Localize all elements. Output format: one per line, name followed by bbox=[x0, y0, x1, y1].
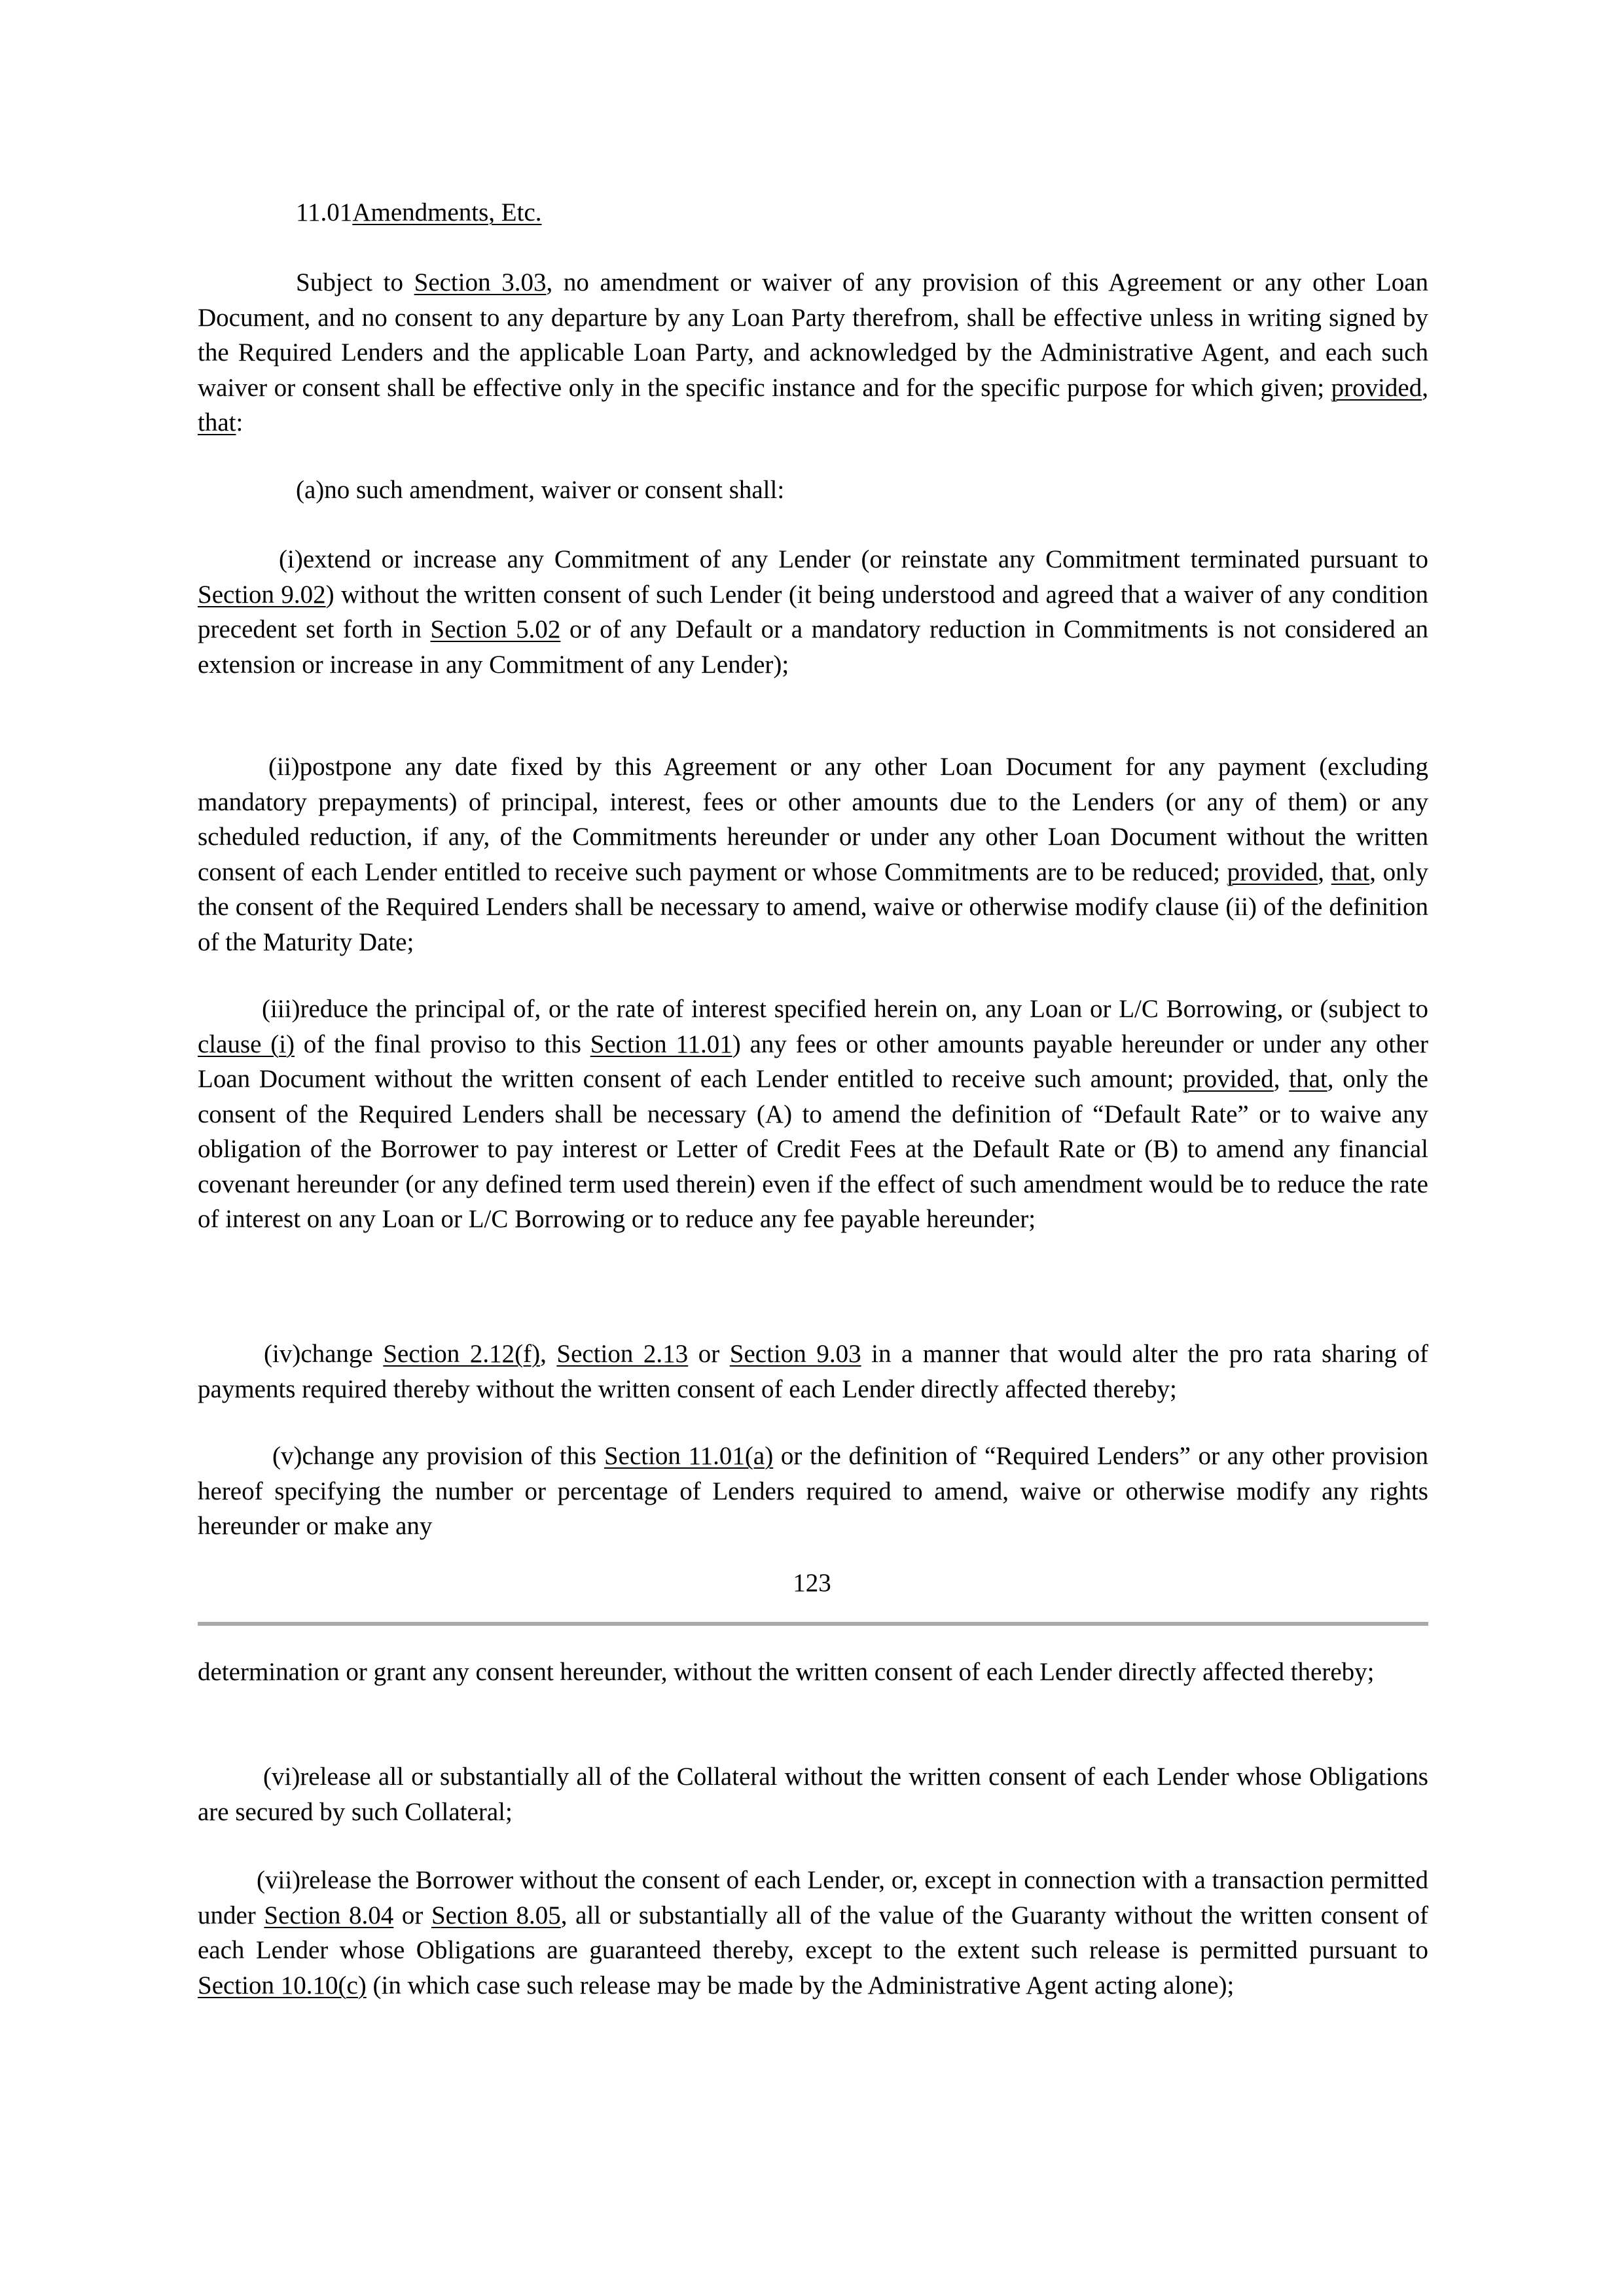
that-term: that bbox=[198, 408, 236, 437]
item-iv: (iv)change Section 2.12(f), Section 2.13 or Section 9.03 in a manner that would alter the pro rata sharing of payments required thereby without the written consent of each Lender directly affected thereby; bbox=[198, 1340, 1428, 1403]
item-iii: (iii)reduce the principal of, or the rate of interest specified herein on, any Loan or L/C Borrowing, or (subject to clause (i) of the final proviso to this Section 11.01) any fees or other amounts payable hereunder or under any other Loan Document without the written consent of each Lender entitled to receive such amount; provided, that, only the consent of the Required Lenders shall be necessary (A) to amend the definition of “Default Rate” or to waive any obligation of the Borrower to pay interest or Letter of Credit Fees at the Default Rate or (B) to amend any financial covenant hereunder (or any defined term used therein) even if the effect of such amendment would be to reduce the rate of interest on any Loan or L/C Borrowing or to reduce any fee payable hereunder; bbox=[198, 995, 1428, 1233]
item-v-label: (v) bbox=[272, 1442, 302, 1470]
provided-term: provided bbox=[1331, 373, 1422, 402]
item-ii: (ii)postpone any date fixed by this Agreement or any other Loan Document for any payment (excluding mandatory prepayments) of principal, interest, fees or other amounts due to the Lenders (or any of them) or any scheduled reduction, if any, of the Commitments hereunder or under any other Loan Document without the written consent of each Lender entitled to receive such payment or whose Commitments are to be reduced; provided, that, only the consent of the Required Lenders shall be necessary to amend, waive or otherwise modify clause (ii) of the definition of the Maturity Date; bbox=[198, 753, 1429, 956]
section-ref-2-12f[interactable]: Section 2.12(f) bbox=[383, 1340, 541, 1368]
section-heading bbox=[296, 195, 542, 230]
section-ref-8-04[interactable]: Section 8.04 bbox=[264, 1901, 394, 1929]
item-v-continued: determination or grant any consent hereunder, without the written consent of each Lender directly affected thereby; bbox=[198, 1658, 1375, 1686]
section-ref-10-10c[interactable]: Section 10.10(c) bbox=[198, 1971, 367, 2000]
item-i: (i)extend or increase any Commitment of any Lender (or reinstate any Commitment terminated pursuant to Section 9.02) without the written consent of such Lender (it being understood and agreed that a waiver of any condition precedent set forth in Section 5.02 or of any Default or a mandatory reduction in Commitments is not considered an extension or increase in any Commitment of any Lender); bbox=[198, 545, 1429, 679]
section-ref-8-05[interactable]: Section 8.05 bbox=[431, 1901, 561, 1929]
that-term: that bbox=[1331, 857, 1370, 886]
section-ref-11-01[interactable]: Section 11.01 bbox=[590, 1030, 732, 1058]
item-vi-label: (vi) bbox=[263, 1763, 300, 1791]
provided-term: provided bbox=[1227, 857, 1318, 886]
item-vii-label: (vii) bbox=[257, 1866, 301, 1894]
item-i-label: (i) bbox=[279, 545, 303, 573]
section-ref-11-01a[interactable]: Section 11.01(a) bbox=[604, 1442, 774, 1470]
item-iv-label: (iv) bbox=[264, 1340, 301, 1368]
section-ref-5-02[interactable]: Section 5.02 bbox=[430, 615, 561, 643]
page-divider bbox=[198, 1622, 1428, 1626]
section-ref-9-03[interactable]: Section 9.03 bbox=[729, 1340, 861, 1368]
section-ref-9-02[interactable]: Section 9.02 bbox=[198, 580, 326, 609]
item-iii-label: (iii) bbox=[262, 995, 300, 1023]
section-ref-2-13[interactable]: Section 2.13 bbox=[556, 1340, 689, 1368]
section-title: Amendments, Etc. bbox=[352, 198, 542, 226]
item-v: (v)change any provision of this Section 11.01(a) or the definition of “Required Lenders” or any other provision hereof specifying the number or percentage of Lenders required to amend, waive or otherwise modify any rights hereunder or make any bbox=[198, 1442, 1428, 1540]
clause-a-label: (a) bbox=[296, 476, 325, 504]
item-vii: (vii)release the Borrower without the consent of each Lender, or, except in connection with a transaction permitted under Section 8.04 or Section 8.05, all or substantially all of the value of the Guaranty without the written consent of each Lender whose Obligations are guaranteed thereby, except to the extent such release is permitted pursuant to Section 10.10(c) (in which case such release may be made by the Administrative Agent acting alone); bbox=[198, 1866, 1428, 2000]
section-ref-3-03[interactable]: Section 3.03 bbox=[414, 268, 547, 296]
page-number: 123 bbox=[793, 1569, 831, 1597]
intro-paragraph: Subject to Section 3.03, no amendment or waiver of any provision of this Agreement or any other Loan Document, and no consent to any departure by any Loan Party therefrom, shall be effective unless in writing signed by the Required Lenders and the applicable Loan Party, and acknowledged by the Administrative Agent, and each such waiver or consent shall be effective only in the specific instance and for the specific purpose for which given; provided, that: bbox=[198, 268, 1429, 437]
clause-ref-i[interactable]: clause (i) bbox=[198, 1030, 295, 1058]
provided-term: provided bbox=[1183, 1065, 1274, 1093]
item-ii-label: (ii) bbox=[268, 753, 300, 781]
clause-a: (a)no such amendment, waiver or consent shall: bbox=[296, 476, 785, 504]
that-term: that bbox=[1289, 1065, 1327, 1093]
section-number: 11.01 bbox=[296, 198, 353, 226]
item-vi: (vi)release all or substantially all of the Collateral without the written consent of each Lender whose Obligations are secured by such Collateral; bbox=[198, 1763, 1428, 1826]
